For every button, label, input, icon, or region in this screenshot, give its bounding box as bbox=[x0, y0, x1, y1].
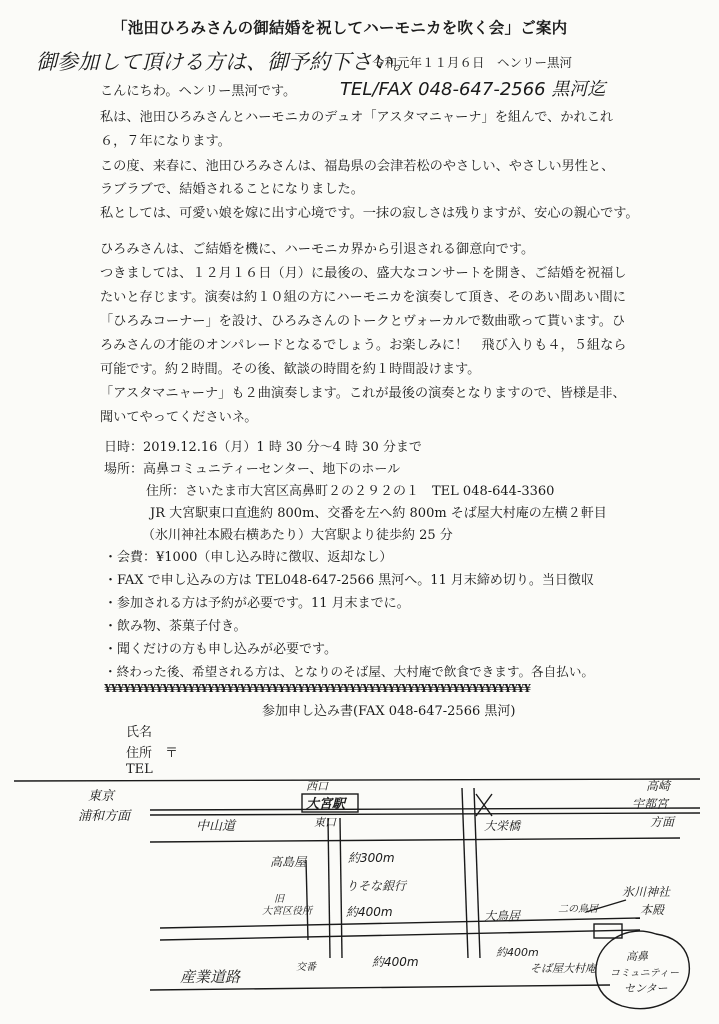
map-label-omiya-station: 大宮駅 bbox=[306, 797, 346, 812]
paragraph-line: 「ひろみコーナー」を設け、ひろみさんのトークとヴォーカルで数曲歌って貰います。ひ bbox=[100, 314, 626, 329]
bullet-mark: ・ bbox=[104, 596, 118, 611]
bullet-mark: ・ bbox=[104, 550, 118, 565]
map-label-oeibashi: 大栄橋 bbox=[484, 819, 521, 833]
bullet-mark: ・ bbox=[104, 573, 118, 588]
bullet-mark: ・ bbox=[104, 664, 117, 679]
date-line: 令和元年１１月６日 ヘンリー黒河 bbox=[372, 55, 573, 70]
event-access: （氷川神社本殿右横あたり）大宮駅より徒歩約 25 分 bbox=[142, 528, 453, 543]
form-name-label: 氏名 bbox=[126, 725, 153, 740]
access-map bbox=[0, 768, 719, 1024]
greeting: こんにちわ。ヘンリー黒河です。 bbox=[100, 84, 297, 99]
bullet-item bbox=[104, 569, 594, 588]
bullet-text: 終わった後、希望される方は、となりのそば屋、大村庵で飲食できます。各自払い。 bbox=[116, 664, 595, 679]
form-address-label: 住所 〒 bbox=[126, 746, 179, 761]
bullet-item bbox=[104, 546, 392, 565]
bullet-text: 飲み物、茶菓子付き。 bbox=[117, 619, 247, 634]
side-road bbox=[306, 860, 308, 940]
map-label-soba-shop: そば屋大村庵 bbox=[530, 962, 596, 975]
event-venue: 場所：高鼻コミュニティーセンター、地下のホール bbox=[104, 462, 401, 477]
map-label-utsunomiya: 宇都宮 bbox=[632, 797, 669, 811]
paragraph-line: 私は、池田ひろみさんとハーモニカのデュオ「アスタマニャーナ」を組んで、かれこれ bbox=[100, 110, 614, 125]
map-label-risona: りそな銀行 bbox=[346, 879, 407, 893]
map-label-dist400: 約400m bbox=[496, 946, 539, 959]
paragraph-line: ６，７年になります。 bbox=[100, 134, 231, 149]
map-label-center: センター bbox=[624, 982, 668, 995]
handwritten-fax: TEL/FAX 048-647-2566 黒河迄 bbox=[340, 79, 606, 100]
event-address: 住所：さいたま市大宮区高鼻町２の２９２の１ TEL 048-644-3360 bbox=[146, 484, 555, 499]
bullet-text: 会費：¥1000（申し込み時に徴収、返却なし） bbox=[117, 550, 393, 565]
cross-road bbox=[160, 930, 640, 940]
map-label-sangyo-road: 産業道路 bbox=[180, 968, 241, 986]
paragraph-line: この度、来春に、池田ひろみさんは、福島県の会津若松のやさしい、やさしい男性と、 bbox=[100, 159, 615, 174]
map-label-center: コミュニティー bbox=[610, 968, 679, 979]
paragraph-line: つきましては、１２月１６日（月）に最後の、盛大なコンサートを開き、ご結婚を祝福し bbox=[100, 266, 627, 281]
map-label-koban: 交番 bbox=[296, 962, 316, 973]
map-label-ootorii: 大鳥居 bbox=[484, 909, 521, 923]
map-label-center: 高鼻 bbox=[626, 950, 648, 963]
map-label-dist400: 約400m bbox=[346, 905, 393, 919]
map-label-second-torii: 二の鳥居 bbox=[558, 904, 598, 915]
map-border-line bbox=[14, 779, 700, 781]
map-label-ward-office: 大宮区役所 bbox=[262, 906, 312, 917]
bullet-text: FAX で申し込みの方は TEL048-647-2566 黒河へ。11 月末締め切り。当日徴収 bbox=[117, 573, 594, 588]
event-access: JR 大宮駅東口直進約 800m、交番を左へ約 800m そば屋大村庵の左横２軒目 bbox=[150, 506, 607, 521]
map-label-nakasendo: 中山道 bbox=[196, 819, 236, 834]
form-tel-label: TEL bbox=[126, 762, 153, 777]
cross-road bbox=[160, 918, 640, 928]
separator-line: ¥¥¥¥¥¥¥¥¥¥¥¥¥¥¥¥¥¥¥¥¥¥¥¥¥¥¥¥¥¥¥¥¥¥¥¥¥¥¥¥¥¥¥¥¥¥¥¥¥¥¥¥¥¥¥¥¥¥¥¥¥¥¥¥¥¥ bbox=[104, 682, 530, 695]
map-label-takashimaya: 高島屋 bbox=[270, 855, 307, 869]
paragraph-line: ラブラブで、結婚されることになりました。 bbox=[100, 182, 364, 197]
map-label-hikawa-shrine: 氷川神社 bbox=[622, 885, 671, 899]
form-title: 参加申し込み書(FAX 048-647-2566 黒河) bbox=[262, 704, 516, 719]
bullet-mark: ・ bbox=[104, 642, 118, 657]
bullet-item bbox=[104, 592, 410, 611]
railway-line bbox=[150, 808, 700, 810]
paragraph-line: たいと存じます。演奏は約１０組の方にハーモニカを演奏して頂き、そのあい間あい間に bbox=[100, 290, 626, 305]
event-datetime: 日時：2019.12.16（月）1 時 30 分～4 時 30 分まで bbox=[104, 440, 422, 455]
map-label-dist300: 約300m bbox=[348, 851, 395, 865]
bullet-item bbox=[104, 638, 337, 657]
bullet-item bbox=[104, 615, 247, 634]
map-label-dist400: 約400m bbox=[372, 955, 419, 969]
map-label-west-exit: 西口 bbox=[306, 780, 328, 793]
map-label-urawa: 浦和方面 bbox=[78, 809, 131, 824]
main-street bbox=[340, 818, 342, 958]
paragraph-line: 「アスタマニャーナ」も２曲演奏します。これが最後の演奏となりますので、皆様是非、 bbox=[100, 386, 626, 401]
map-label-tokyo: 東京 bbox=[88, 789, 115, 804]
paragraph-line: ひろみさんは、ご結婚を機に、ハーモニカ界から引退される御意向です。 bbox=[100, 242, 535, 257]
handwritten-reservation-note: 御参加して頂ける方は、御予約下さい。 bbox=[36, 50, 414, 74]
bullet-text: 参加される方は予約が必要です。11 月末までに。 bbox=[117, 596, 410, 611]
paragraph-line: ろみさんの才能のオンパレードとなるでしょう。お楽しみに！ 飛び入りも４，５組なら bbox=[100, 338, 627, 353]
nakasendo-road bbox=[150, 838, 680, 842]
map-label-east-exit: 東口 bbox=[314, 816, 336, 829]
paragraph-line: 可能です。約２時間。その後、歓談の時間を約１時間設けます。 bbox=[100, 362, 481, 377]
bullet-text: 聞くだけの方も申し込みが必要です。 bbox=[117, 642, 337, 657]
paragraph-line: 私としては、可愛い娘を嫁に出す心境です。一抹の寂しさは残りますが、安心の親心です。 bbox=[100, 206, 639, 221]
bullet-item bbox=[104, 661, 594, 680]
railway-line bbox=[150, 813, 700, 815]
map-label-ward-office: 旧 bbox=[274, 894, 284, 905]
paragraph-line: 聞いてやってくださいネ。 bbox=[100, 410, 258, 425]
map-label-direction: 方面 bbox=[650, 815, 675, 829]
page-title: 「池田ひろみさんの御結婚を祝してハーモニカを吹く会」ご案内 bbox=[112, 18, 568, 37]
map-label-hikawa-shrine: 本殿 bbox=[640, 903, 665, 917]
bullet-mark: ・ bbox=[104, 619, 118, 634]
map-label-takasaki: 高崎 bbox=[646, 779, 671, 793]
